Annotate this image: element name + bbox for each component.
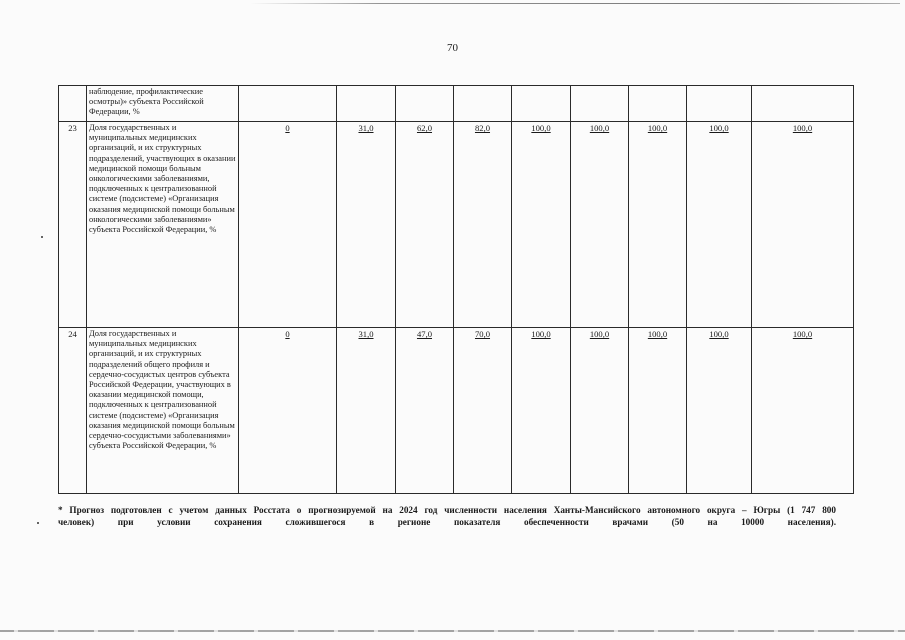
indicator-value: 31,0 — [337, 122, 396, 328]
indicator-value: 100,0 — [752, 122, 854, 328]
indicator-value: 47,0 — [396, 328, 454, 494]
indicator-value: 100,0 — [512, 328, 571, 494]
indicator-value — [337, 86, 396, 122]
footnote-line-1: * Прогноз подготовлен с учетом данных Росстата о прогнозируемой на 2024 год численности населения Ханты-Мансийского автономного округа – Югры (1 747 800 — [58, 505, 836, 515]
indicator-description: Доля государственных и муниципальных медицинских организаций, и их структурных подразделений, участвующих в оказании медицинской помощи больным онкологическими заболеваниями, подключенных к централизованной системе (подсистеме) «Организация оказания медицинской помощи больным онкологическими заболеваниями» субъекта Российской Федерации, % — [87, 122, 239, 328]
table-row — [59, 122, 854, 328]
indicator-value — [629, 86, 687, 122]
indicator-value — [454, 86, 512, 122]
scan-speck — [37, 522, 39, 524]
table-row — [59, 86, 854, 122]
indicator-value: 100,0 — [629, 328, 687, 494]
scan-edge-top — [250, 3, 900, 4]
indicator-value — [239, 86, 337, 122]
indicator-value — [752, 86, 854, 122]
indicator-table — [58, 85, 854, 494]
indicator-description: Доля государственных и муниципальных медицинских организаций, и их структурных подразделений общего профиля и сердечно-сосудистых центров субъекта Российской Федерации, участвующих в оказании медицинской помощи, подключенных к централизованной системе (подсистеме) «Организация оказания медицинской помощи больным сердечно-сосудистыми заболеваниями» субъекта Российской Федерации, % — [87, 328, 239, 494]
indicator-value: 100,0 — [571, 122, 629, 328]
scan-edge-bottom — [0, 630, 905, 632]
indicator-value: 100,0 — [512, 122, 571, 328]
table-row — [59, 328, 854, 494]
indicator-value — [687, 86, 752, 122]
indicator-value — [571, 86, 629, 122]
indicator-value: 100,0 — [687, 122, 752, 328]
indicator-description: наблюдение, профилактические осмотры)» субъекта Российской Федерации, % — [87, 86, 239, 122]
indicator-value: 31,0 — [337, 328, 396, 494]
indicator-value: 0 — [239, 328, 337, 494]
indicator-value: 100,0 — [752, 328, 854, 494]
scan-speck — [41, 236, 43, 238]
indicator-value: 70,0 — [454, 328, 512, 494]
indicator-value — [512, 86, 571, 122]
row-number: 23 — [59, 122, 87, 328]
indicator-value: 62,0 — [396, 122, 454, 328]
page-number: 70 — [447, 42, 458, 54]
indicator-value: 0 — [239, 122, 337, 328]
indicator-value: 82,0 — [454, 122, 512, 328]
row-number: 24 — [59, 328, 87, 494]
footnote — [58, 504, 836, 528]
row-number — [59, 86, 87, 122]
indicator-value: 100,0 — [687, 328, 752, 494]
indicator-value — [396, 86, 454, 122]
indicator-value: 100,0 — [629, 122, 687, 328]
indicator-value: 100,0 — [571, 328, 629, 494]
footnote-line-2: человек) при условии сохранения сложившегося в регионе показателя обеспеченности врачами (50 на 10000 населения). — [58, 517, 836, 527]
